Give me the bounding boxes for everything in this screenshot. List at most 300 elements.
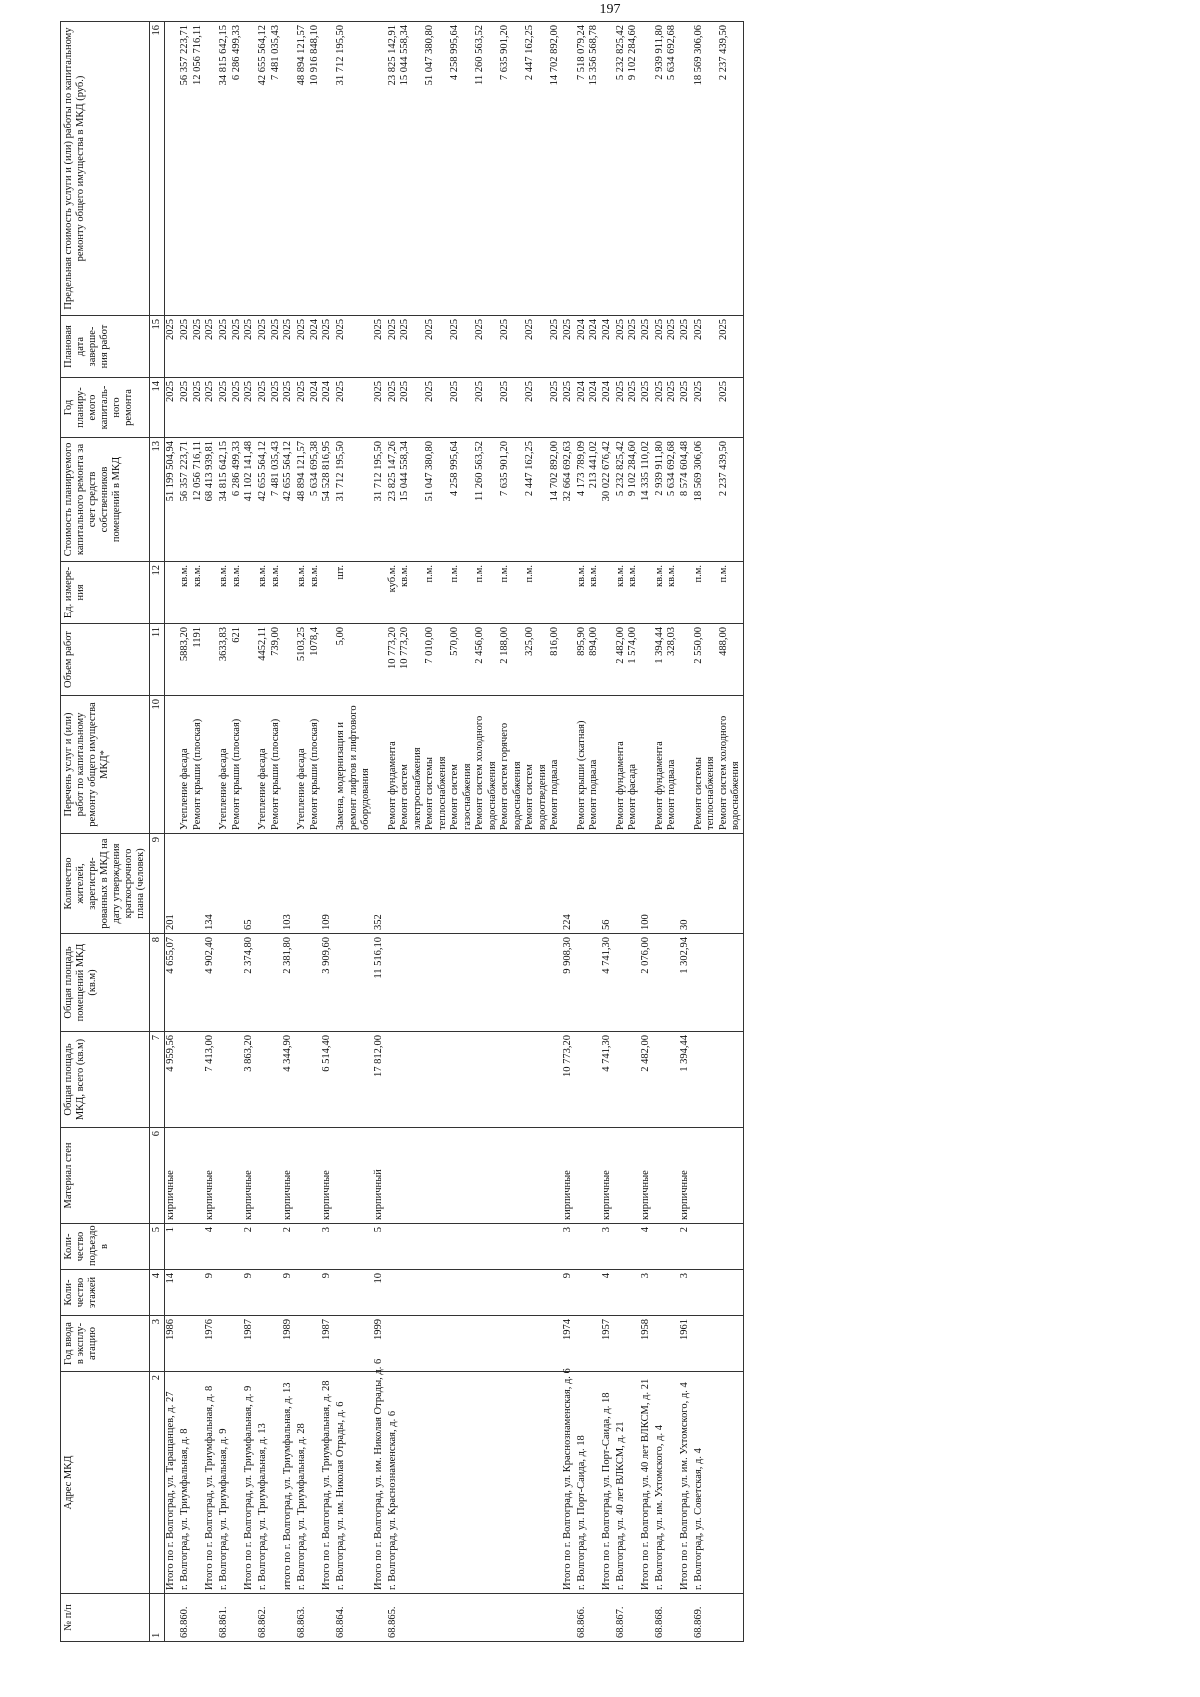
repair-year-cell: 2025 xyxy=(679,378,693,438)
premises-area-cell: 2 381,80 xyxy=(282,934,296,1032)
row-number-cell xyxy=(424,1594,449,1642)
address-cell: г. Волгоград, ул. Порт-Саида, д. 18 xyxy=(576,1372,589,1594)
completion-year-cell: 2024 xyxy=(588,316,601,378)
repair-year-cell: 2025 xyxy=(296,378,309,438)
work-volume-cell: 894,00 xyxy=(588,624,601,696)
row-number-cell xyxy=(562,1594,576,1642)
address-cell xyxy=(718,1372,744,1594)
total-area-cell xyxy=(666,1032,679,1128)
completion-year-cell: 2025 xyxy=(524,316,549,378)
total-area-cell xyxy=(179,1032,192,1128)
completion-year-cell: 2025 xyxy=(399,316,424,378)
planned-cost-cell: 42 655 564,12 xyxy=(257,438,270,562)
total-area-cell: 6 514,40 xyxy=(321,1032,335,1128)
column-header: № п/п xyxy=(61,1594,150,1642)
residents-cell xyxy=(424,834,449,934)
total-row xyxy=(243,22,257,1642)
table-row xyxy=(474,22,499,1642)
table-row xyxy=(231,22,244,1642)
unit-cell: п.м. xyxy=(474,562,499,624)
premises-area-cell xyxy=(627,934,640,1032)
total-area-cell xyxy=(449,1032,474,1128)
unit-cell: кв.м. xyxy=(615,562,628,624)
wall-material-cell xyxy=(231,1128,244,1224)
premises-area-cell: 4 655,07 xyxy=(165,934,180,1032)
entrances-cell xyxy=(524,1224,549,1270)
column-header: Ед. измере-ния xyxy=(61,562,150,624)
table-row xyxy=(257,22,270,1642)
wall-material-cell: кирпичные xyxy=(321,1128,335,1224)
work-volume-cell: 2 456,00 xyxy=(474,624,499,696)
residents-cell xyxy=(718,834,744,934)
residents-cell xyxy=(387,834,400,934)
year-built-cell: 1961 xyxy=(679,1316,693,1372)
repair-year-cell: 2025 xyxy=(549,378,562,438)
column-header: Коли-чество этажей xyxy=(61,1270,150,1316)
max-cost-cell: 5 232 825,42 xyxy=(615,22,628,316)
repair-year-cell: 2025 xyxy=(270,378,283,438)
residents-cell xyxy=(627,834,640,934)
premises-area-cell: 4 741,30 xyxy=(601,934,615,1032)
row-number-cell xyxy=(666,1594,679,1642)
work-volume-cell xyxy=(165,624,180,696)
total-area-cell xyxy=(231,1032,244,1128)
table-row xyxy=(296,22,309,1642)
row-number-cell: 68.863. xyxy=(296,1594,309,1642)
unit-cell: шт. xyxy=(335,562,373,624)
unit-cell xyxy=(373,562,387,624)
planned-cost-cell: 14 702 892,00 xyxy=(549,438,562,562)
total-area-cell: 2 482,00 xyxy=(640,1032,654,1128)
max-cost-cell: 9 102 284,60 xyxy=(627,22,640,316)
row-number-cell xyxy=(309,1594,322,1642)
residents-cell xyxy=(654,834,667,934)
column-index: 3 xyxy=(150,1316,165,1372)
residents-cell: 30 xyxy=(679,834,693,934)
entrances-cell xyxy=(718,1224,744,1270)
year-built-cell xyxy=(179,1316,192,1372)
wall-material-cell xyxy=(576,1128,589,1224)
entrances-cell xyxy=(615,1224,628,1270)
repair-year-cell: 2025 xyxy=(666,378,679,438)
year-built-cell xyxy=(399,1316,424,1372)
floors-cell xyxy=(257,1270,270,1316)
max-cost-cell: 48 894 121,57 xyxy=(296,22,309,316)
premises-area-cell xyxy=(718,934,744,1032)
column-header: Количество жителей, зарегистри-рованных в МКД на дату утверждения краткосрочного плана (человек) xyxy=(61,834,150,934)
repair-year-cell: 2025 xyxy=(474,378,499,438)
entrances-cell xyxy=(270,1224,283,1270)
wall-material-cell xyxy=(615,1128,628,1224)
work-volume-cell xyxy=(373,624,387,696)
year-built-cell xyxy=(270,1316,283,1372)
premises-area-cell xyxy=(179,934,192,1032)
address-cell xyxy=(192,1372,205,1594)
table-row xyxy=(524,22,549,1642)
floors-cell xyxy=(693,1270,718,1316)
planned-cost-cell: 2 939 911,80 xyxy=(654,438,667,562)
unit-cell: куб.м. xyxy=(387,562,400,624)
table-row xyxy=(627,22,640,1642)
premises-area-cell: 4 902,40 xyxy=(204,934,218,1032)
completion-year-cell: 2025 xyxy=(474,316,499,378)
work-type-cell: Ремонт систем холодного водоснабжения xyxy=(718,696,744,834)
max-cost-cell: 15 356 568,78 xyxy=(588,22,601,316)
total-area-cell xyxy=(549,1032,562,1128)
completion-year-cell: 2025 xyxy=(424,316,449,378)
column-index: 15 xyxy=(150,316,165,378)
completion-year-cell: 2024 xyxy=(601,316,615,378)
residents-cell xyxy=(296,834,309,934)
entrances-cell xyxy=(218,1224,231,1270)
planned-cost-cell: 6 286 499,33 xyxy=(231,438,244,562)
premises-area-cell: 1 302,94 xyxy=(679,934,693,1032)
completion-year-cell: 2025 xyxy=(449,316,474,378)
entrances-cell xyxy=(399,1224,424,1270)
entrances-cell xyxy=(296,1224,309,1270)
entrances-cell: 3 xyxy=(601,1224,615,1270)
max-cost-cell: 23 825 142,91 xyxy=(387,22,400,316)
table-row xyxy=(424,22,449,1642)
address-cell xyxy=(231,1372,244,1594)
planned-cost-cell: 7 481 035,43 xyxy=(270,438,283,562)
work-volume-cell: 621 xyxy=(231,624,244,696)
premises-area-cell xyxy=(218,934,231,1032)
completion-year-cell: 2025 xyxy=(679,316,693,378)
work-type-cell xyxy=(679,696,693,834)
row-number-cell xyxy=(192,1594,205,1642)
work-type-cell: Утепление фасада xyxy=(218,696,231,834)
work-type-cell: Ремонт фундамента xyxy=(387,696,400,834)
work-type-cell: Ремонт системы теплоснабжения xyxy=(693,696,718,834)
work-volume-cell: 5103,25 xyxy=(296,624,309,696)
work-type-cell: Ремонт крыши (плоская) xyxy=(192,696,205,834)
unit-cell xyxy=(640,562,654,624)
unit-cell: кв.м. xyxy=(588,562,601,624)
column-index: 10 xyxy=(150,696,165,834)
residents-cell: 103 xyxy=(282,834,296,934)
address-cell: г. Волгоград, ул. им. Ухтомского, д. 4 xyxy=(654,1372,667,1594)
floors-cell xyxy=(218,1270,231,1316)
year-built-cell xyxy=(588,1316,601,1372)
row-number-cell xyxy=(231,1594,244,1642)
floors-cell xyxy=(718,1270,744,1316)
planned-cost-cell: 15 044 558,34 xyxy=(399,438,424,562)
entrances-cell: 2 xyxy=(243,1224,257,1270)
wall-material-cell: кирпичные xyxy=(562,1128,576,1224)
repair-year-cell: 2025 xyxy=(627,378,640,438)
completion-year-cell: 2025 xyxy=(296,316,309,378)
unit-cell xyxy=(549,562,562,624)
row-number-cell xyxy=(640,1594,654,1642)
total-row xyxy=(640,22,654,1642)
work-volume-cell: 1 574,00 xyxy=(627,624,640,696)
floors-cell xyxy=(424,1270,449,1316)
planned-cost-cell: 68 413 939,81 xyxy=(204,438,218,562)
repair-year-cell: 2025 xyxy=(335,378,373,438)
completion-year-cell: 2025 xyxy=(387,316,400,378)
work-volume-cell: 5,00 xyxy=(335,624,373,696)
table-row xyxy=(335,22,373,1642)
residents-cell xyxy=(335,834,373,934)
max-cost-cell: 31 712 195,50 xyxy=(335,22,373,316)
row-number-cell xyxy=(399,1594,424,1642)
year-built-cell xyxy=(499,1316,524,1372)
year-built-cell xyxy=(231,1316,244,1372)
floors-cell xyxy=(335,1270,373,1316)
row-number-cell xyxy=(627,1594,640,1642)
max-cost-cell xyxy=(204,22,218,316)
entrances-cell: 3 xyxy=(321,1224,335,1270)
work-type-cell: Ремонт фундамента xyxy=(615,696,628,834)
work-type-cell: Ремонт подвала xyxy=(549,696,562,834)
work-volume-cell: 570,00 xyxy=(449,624,474,696)
address-cell: г. Волгоград, ул. 40 лет ВЛКСМ, д. 21 xyxy=(615,1372,628,1594)
year-built-cell: 1987 xyxy=(321,1316,335,1372)
address-cell: г. Волгоград, ул. Краснознаменская, д. 6 xyxy=(387,1372,400,1594)
work-type-cell xyxy=(321,696,335,834)
residents-cell xyxy=(449,834,474,934)
entrances-cell xyxy=(627,1224,640,1270)
planned-cost-cell: 5 232 825,42 xyxy=(615,438,628,562)
column-header: Адрес МКД xyxy=(61,1372,150,1594)
unit-cell xyxy=(165,562,180,624)
residents-cell: 224 xyxy=(562,834,576,934)
max-cost-cell: 2 447 162,25 xyxy=(524,22,549,316)
entrances-cell xyxy=(257,1224,270,1270)
work-type-cell xyxy=(282,696,296,834)
repair-year-cell: 2025 xyxy=(424,378,449,438)
entrances-cell xyxy=(449,1224,474,1270)
floors-cell xyxy=(399,1270,424,1316)
unit-cell: п.м. xyxy=(524,562,549,624)
wall-material-cell xyxy=(257,1128,270,1224)
planned-cost-cell: 42 655 564,12 xyxy=(282,438,296,562)
completion-year-cell: 2025 xyxy=(270,316,283,378)
residents-cell xyxy=(231,834,244,934)
column-index-row xyxy=(150,22,165,1642)
floors-cell xyxy=(296,1270,309,1316)
wall-material-cell xyxy=(399,1128,424,1224)
repair-year-cell: 2025 xyxy=(449,378,474,438)
floors-cell xyxy=(627,1270,640,1316)
year-built-cell: 1958 xyxy=(640,1316,654,1372)
work-type-cell: Ремонт фундамента xyxy=(654,696,667,834)
unit-cell: п.м. xyxy=(499,562,524,624)
work-volume-cell: 2 482,00 xyxy=(615,624,628,696)
premises-area-cell xyxy=(474,934,499,1032)
work-type-cell: Ремонт систем водоотведения xyxy=(524,696,549,834)
premises-area-cell xyxy=(449,934,474,1032)
floors-cell xyxy=(192,1270,205,1316)
planned-cost-cell: 14 335 110,02 xyxy=(640,438,654,562)
completion-year-cell: 2024 xyxy=(576,316,589,378)
row-number-cell: 68.861. xyxy=(218,1594,231,1642)
row-number-cell: 68.860. xyxy=(179,1594,192,1642)
total-row xyxy=(601,22,615,1642)
work-volume-cell xyxy=(562,624,576,696)
column-index: 14 xyxy=(150,378,165,438)
repair-year-cell: 2025 xyxy=(179,378,192,438)
total-area-cell: 1 394,44 xyxy=(679,1032,693,1128)
floors-cell: 9 xyxy=(282,1270,296,1316)
residents-cell xyxy=(257,834,270,934)
row-number-cell xyxy=(321,1594,335,1642)
max-cost-cell: 2 939 911,80 xyxy=(654,22,667,316)
repair-year-cell: 2025 xyxy=(387,378,400,438)
column-index: 9 xyxy=(150,834,165,934)
table-row xyxy=(218,22,231,1642)
table-row xyxy=(615,22,628,1642)
max-cost-cell: 12 056 716,11 xyxy=(192,22,205,316)
capital-repair-table xyxy=(60,21,744,1642)
entrances-cell xyxy=(335,1224,373,1270)
planned-cost-cell: 2 237 439,50 xyxy=(718,438,744,562)
wall-material-cell xyxy=(270,1128,283,1224)
unit-cell xyxy=(562,562,576,624)
total-area-cell xyxy=(296,1032,309,1128)
wall-material-cell xyxy=(309,1128,322,1224)
row-number-cell xyxy=(499,1594,524,1642)
max-cost-cell: 18 569 306,06 xyxy=(693,22,718,316)
floors-cell xyxy=(270,1270,283,1316)
row-number-cell xyxy=(588,1594,601,1642)
residents-cell xyxy=(615,834,628,934)
row-number-cell xyxy=(282,1594,296,1642)
max-cost-cell: 14 702 892,00 xyxy=(549,22,562,316)
repair-year-cell: 2024 xyxy=(588,378,601,438)
unit-cell: кв.м. xyxy=(309,562,322,624)
unit-cell xyxy=(321,562,335,624)
floors-cell xyxy=(549,1270,562,1316)
completion-year-cell: 2025 xyxy=(693,316,718,378)
planned-cost-cell: 56 357 223,71 xyxy=(179,438,192,562)
column-header: Материал стен xyxy=(61,1128,150,1224)
year-built-cell: 1986 xyxy=(165,1316,180,1372)
wall-material-cell: кирпичные xyxy=(601,1128,615,1224)
total-area-cell xyxy=(693,1032,718,1128)
address-cell xyxy=(666,1372,679,1594)
table-row xyxy=(399,22,424,1642)
total-area-cell xyxy=(399,1032,424,1128)
max-cost-cell: 42 655 564,12 xyxy=(257,22,270,316)
entrances-cell: 3 xyxy=(562,1224,576,1270)
floors-cell xyxy=(588,1270,601,1316)
address-cell: итого по г. Волгоград, ул. Триумфальная, д. 13 xyxy=(282,1372,296,1594)
unit-cell: кв.м. xyxy=(627,562,640,624)
premises-area-cell xyxy=(666,934,679,1032)
repair-year-cell: 2025 xyxy=(204,378,218,438)
repair-year-cell: 2025 xyxy=(524,378,549,438)
row-number-cell xyxy=(474,1594,499,1642)
table-row xyxy=(192,22,205,1642)
address-cell: Итого по г. Волгоград, ул. Таращанцев, д. 27 xyxy=(165,1372,180,1594)
premises-area-cell xyxy=(615,934,628,1032)
unit-cell xyxy=(243,562,257,624)
floors-cell: 9 xyxy=(204,1270,218,1316)
completion-year-cell: 2025 xyxy=(549,316,562,378)
planned-cost-cell: 4 258 995,64 xyxy=(449,438,474,562)
floors-cell xyxy=(576,1270,589,1316)
unit-cell: кв.м. xyxy=(654,562,667,624)
year-built-cell xyxy=(627,1316,640,1372)
column-index: 2 xyxy=(150,1372,165,1594)
address-cell: Итого по г. Волгоград, ул. им. Николая Отрады, д. 6 xyxy=(373,1372,387,1594)
floors-cell: 4 xyxy=(601,1270,615,1316)
floors-cell: 3 xyxy=(679,1270,693,1316)
repair-year-cell: 2024 xyxy=(576,378,589,438)
column-index: 13 xyxy=(150,438,165,562)
address-cell: г. Волгоград, ул. им. Николая Отрады, д. 6 xyxy=(335,1372,373,1594)
year-built-cell xyxy=(693,1316,718,1372)
max-cost-cell xyxy=(243,22,257,316)
premises-area-cell: 11 516,10 xyxy=(373,934,387,1032)
repair-year-cell: 2025 xyxy=(192,378,205,438)
max-cost-cell: 34 815 642,15 xyxy=(218,22,231,316)
completion-year-cell: 2025 xyxy=(666,316,679,378)
table-row xyxy=(270,22,283,1642)
premises-area-cell xyxy=(588,934,601,1032)
completion-year-cell: 2025 xyxy=(218,316,231,378)
year-built-cell: 1957 xyxy=(601,1316,615,1372)
column-header: Год ввода в эксплу-атацию xyxy=(61,1316,150,1372)
work-volume-cell xyxy=(679,624,693,696)
residents-cell xyxy=(270,834,283,934)
residents-cell xyxy=(499,834,524,934)
planned-cost-cell: 31 712 195,50 xyxy=(373,438,387,562)
wall-material-cell xyxy=(718,1128,744,1224)
wall-material-cell xyxy=(179,1128,192,1224)
wall-material-cell: кирпичный xyxy=(373,1128,387,1224)
year-built-cell xyxy=(449,1316,474,1372)
total-row xyxy=(282,22,296,1642)
premises-area-cell: 2 374,80 xyxy=(243,934,257,1032)
table-row xyxy=(588,22,601,1642)
planned-cost-cell: 23 825 147,26 xyxy=(387,438,400,562)
total-area-cell: 7 413,00 xyxy=(204,1032,218,1128)
residents-cell xyxy=(666,834,679,934)
repair-year-cell: 2024 xyxy=(321,378,335,438)
work-volume-cell: 1191 xyxy=(192,624,205,696)
total-area-cell xyxy=(335,1032,373,1128)
planned-cost-cell: 30 022 676,42 xyxy=(601,438,615,562)
max-cost-cell: 51 047 380,80 xyxy=(424,22,449,316)
completion-year-cell: 2025 xyxy=(654,316,667,378)
wall-material-cell xyxy=(549,1128,562,1224)
row-number-cell xyxy=(270,1594,283,1642)
table-row xyxy=(309,22,322,1642)
row-number-cell xyxy=(718,1594,744,1642)
work-volume-cell xyxy=(204,624,218,696)
address-cell xyxy=(627,1372,640,1594)
row-number-cell xyxy=(373,1594,387,1642)
residents-cell xyxy=(179,834,192,934)
year-built-cell xyxy=(549,1316,562,1372)
wall-material-cell xyxy=(693,1128,718,1224)
planned-cost-cell: 51 199 504,94 xyxy=(165,438,180,562)
premises-area-cell xyxy=(693,934,718,1032)
max-cost-cell: 4 258 995,64 xyxy=(449,22,474,316)
work-type-cell: Утепление фасада xyxy=(296,696,309,834)
residents-cell xyxy=(588,834,601,934)
floors-cell xyxy=(179,1270,192,1316)
unit-cell: кв.м. xyxy=(399,562,424,624)
max-cost-cell: 56 357 223,71 xyxy=(179,22,192,316)
year-built-cell xyxy=(387,1316,400,1372)
entrances-cell xyxy=(576,1224,589,1270)
total-area-cell: 17 812,00 xyxy=(373,1032,387,1128)
max-cost-cell xyxy=(679,22,693,316)
